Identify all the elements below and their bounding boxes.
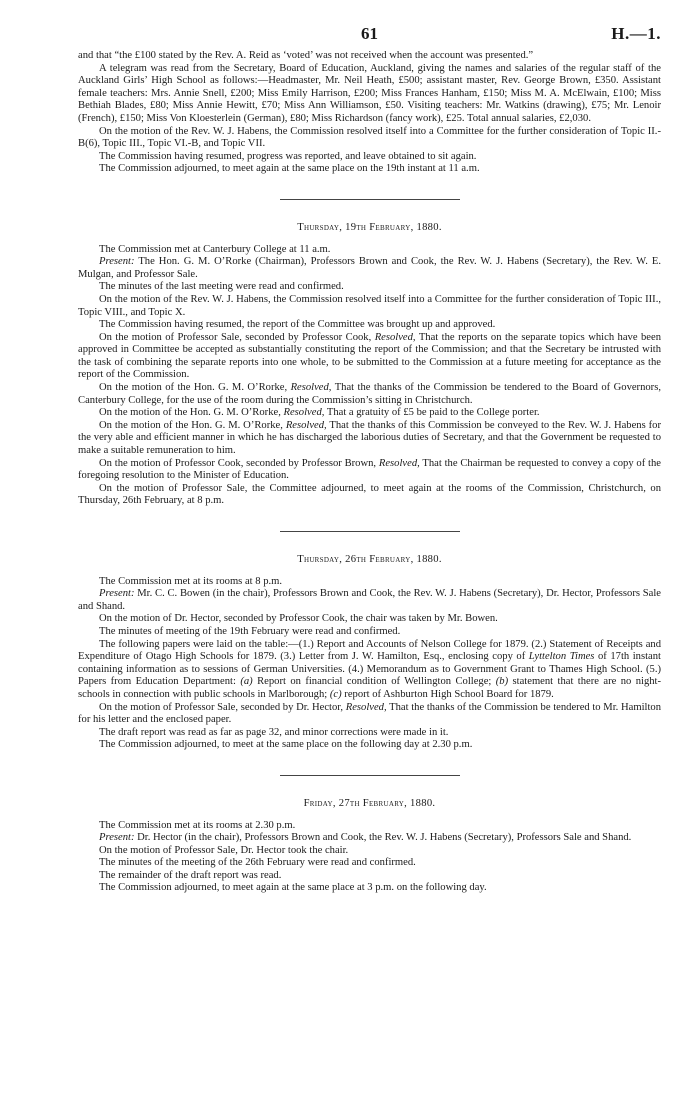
- document-body: [78, 50, 661, 895]
- minutes-paragraph: [78, 420, 661, 458]
- section-divider: [280, 531, 460, 532]
- text-run: On the motion of the Hon. G. M. O’Rorke,: [99, 382, 291, 394]
- minutes-paragraph: [78, 576, 661, 589]
- text-run: The Commission adjourned, to meet again at the same place at 3 p.m. on the following day.: [99, 882, 487, 894]
- italic-text: Resolved,: [290, 382, 332, 394]
- text-run: Dr. Hector (in the chair), Professors Brown and Cook, the Rev. W. J. Habens (Secretary), Professors Sale and Shand.: [134, 832, 632, 844]
- italic-text: Resolved,: [345, 701, 387, 713]
- text-run: The Commission met at Canterbury College at 11 a.m.: [99, 243, 331, 255]
- text-run: The following papers were laid on the table:—(1.) Report and Accounts of Nelson College for 1879. (2.) Statement of Receipts and Expenditure of Otago High Schools for 1879. (3.) Letter from J. W. Hamilton, Esq., enclosing copy of: [78, 638, 661, 663]
- text-run: On the motion of Professor Sale, Dr. Hector took the chair.: [99, 844, 349, 856]
- minutes-paragraph: [78, 332, 661, 382]
- document-reference: H.—1.: [611, 24, 661, 43]
- italic-text: Resolved,: [285, 419, 327, 431]
- italic-text: Resolved,: [374, 331, 416, 343]
- text-run: That the thanks of the Commission be tendered to the Board of Governors, Canterbury College, for the use of the room during the Commission’s sitting in Christchurch.: [78, 382, 661, 406]
- italic-text: Present:: [99, 832, 135, 844]
- minutes-paragraph: [78, 281, 661, 294]
- text-run: On the motion of the Rev. W. J. Habens, the Commission resolved itself into a Committee for the further consideration of Topic III., Topic VIII., and Topic X.: [78, 293, 661, 318]
- minutes-paragraph: [78, 458, 661, 483]
- text-run: On the motion of the Hon. G. M. O’Rorke,: [99, 407, 284, 419]
- minutes-paragraph: [78, 702, 661, 727]
- minutes-paragraph: [78, 63, 661, 126]
- italic-text: Present:: [99, 588, 135, 600]
- minutes-paragraph: [78, 244, 661, 257]
- meeting-date-heading: Friday, 27th February, 1880.: [303, 797, 436, 809]
- text-run: The Commission adjourned, to meet again at the same place on the 19th instant at 11 a.m.: [99, 163, 480, 175]
- text-run: The Commission having resumed, progress was reported, and leave obtained to sit again.: [99, 150, 477, 162]
- page-header: [78, 24, 661, 50]
- minutes-paragraph: [78, 882, 661, 895]
- minutes-paragraph: [78, 407, 661, 420]
- text-run: of 17th instant containing information as to sessions of German Universities. (4.) Memorandum as to Government Grant to Thames High School. (5.) Papers from Education Department:: [78, 651, 661, 688]
- text-run: That a gratuity of £5 be paid to the College porter.: [324, 407, 540, 419]
- text-run: That the Chairman be requested to convey a copy of the foregoing resolution to the Minister of Education.: [78, 457, 661, 482]
- text-run: Mr. C. C. Bowen (in the chair), Professors Brown and Cook, the Rev. W. J. Habens (Secretary), Dr. Hector, Professors Sale and Shand.: [78, 588, 661, 612]
- text-run: On the motion of the Rev. W. J. Habens, the Commission resolved itself into a Committee for the further consideration of Topic II.-B(6), Topic III., Topic VI.-B, and Topic VII.: [78, 125, 661, 150]
- italic-text: Lyttelton Times: [528, 651, 595, 663]
- italic-text: Resolved,: [378, 457, 420, 469]
- page-number: 61: [361, 24, 378, 43]
- italic-text: Resolved,: [283, 407, 325, 419]
- text-run: On the motion of Professor Cook, seconded by Professor Brown,: [99, 457, 379, 469]
- text-run: On the motion of Professor Sale, seconded by Dr. Hector,: [99, 701, 346, 713]
- section-divider: [280, 199, 460, 200]
- minutes-paragraph: [78, 626, 661, 639]
- text-run: The Commission adjourned, to meet at the same place on the following day at 2.30 p.m.: [99, 739, 473, 751]
- text-run: On the motion of the Hon. G. M. O’Rorke,: [99, 419, 286, 431]
- minutes-paragraph: [78, 126, 661, 151]
- minutes-paragraph: [78, 727, 661, 740]
- minutes-paragraph: [78, 483, 661, 508]
- text-run: That the thanks of this Commission be conveyed to the Rev. W. J. Habens for the very able and efficient manner in which he has discharged the laborious duties of Secretary, and that the Government be requested to make a suitable remuneration to him.: [78, 419, 661, 457]
- text-run: On the motion of Professor Sale, seconded by Professor Cook,: [99, 331, 375, 343]
- italic-text: (c): [329, 688, 342, 700]
- text-run: report of Ashburton High School Board for 1879.: [341, 688, 554, 700]
- minutes-paragraph: [78, 739, 661, 752]
- meeting-date-heading: Thursday, 26th February, 1880.: [297, 554, 442, 565]
- text-run: On the motion of Dr. Hector, seconded by Professor Cook, the chair was taken by Mr. Bowen.: [99, 613, 498, 625]
- text-run: A telegram was read from the Secretary, Board of Education, Auckland, giving the names and salaries of the regular staff of the Auckland Girls’ High School as follows:—Headmaster, Mr. Neil Heath, £500; assistant master, Rev. George Brown, £350. Assistant female teachers: Mrs. Annie Snell, £200; Miss Emily Harrison, £200; Miss Frances Hanham, £150; Miss M. A. McElwain, £100; Miss Bethiah Blades, £80; Miss Annie Hewitt, £70; Miss Ann Williamson, £50. Visiting teachers: Mr. Watkins (drawing), £75; Mr. Lenoir (French), £150; Miss Von Kloesterlein (German), £80; Miss Richardson (fancy work), £25. Total annual salaries, £2,030.: [78, 62, 661, 124]
- minutes-paragraph: [78, 294, 661, 319]
- minutes-paragraph: [78, 319, 661, 332]
- minutes-paragraph: [78, 151, 661, 164]
- text-run: The draft report was read as far as page 32, and minor corrections were made in it.: [99, 726, 449, 738]
- minutes-paragraph: [78, 382, 661, 407]
- section-divider: [280, 775, 460, 776]
- text-run: The minutes of the meeting of the 26th February were read and confirmed.: [99, 857, 416, 869]
- text-run: The Commission having resumed, the report of the Committee was brought up and approved.: [99, 319, 496, 331]
- minutes-paragraph: [78, 50, 661, 63]
- text-run: The minutes of meeting of the 19th February were read and confirmed.: [99, 625, 401, 637]
- meeting-date-heading: Thursday, 19th February, 1880.: [297, 221, 442, 233]
- text-run: The minutes of the last meeting were read and confirmed.: [99, 281, 344, 293]
- document-page: [78, 24, 661, 895]
- text-run: statement that there are no night-schools in connection with public schools in Marlborough;: [78, 676, 662, 700]
- text-run: The remainder of the draft report was read.: [99, 869, 282, 881]
- minutes-paragraph: [78, 163, 661, 176]
- minutes-paragraph: [78, 588, 661, 613]
- italic-text: Present:: [99, 256, 135, 268]
- italic-text: (b): [495, 676, 509, 688]
- minutes-paragraph: [78, 832, 661, 845]
- minutes-paragraph: [78, 857, 661, 870]
- text-run: That the thanks of the Commission be tendered to Mr. Hamilton for his letter and the enclosed paper.: [78, 701, 661, 726]
- text-run: The Commission met at its rooms at 2.30 p.m.: [99, 819, 296, 831]
- text-run: That the reports on the separate topics which have been approved in Committee be accepted as substantially constituting the report of the Commission; and that the Secretary be intrusted with the task of combining the separate reports into one whole, to be submitted to the Commission at a future meeting for acceptance as the report of the Commission.: [78, 331, 661, 381]
- minutes-paragraph: [78, 639, 661, 702]
- minutes-paragraph: [78, 820, 661, 833]
- text-run: and that “the £100 stated by the Rev. A. Reid as ‘voted’ was not received when the account was presented.”: [78, 50, 534, 61]
- minutes-paragraph: [78, 613, 661, 626]
- text-run: On the motion of Professor Sale, the Committee adjourned, to meet again at the rooms of the Commission, Christchurch, on Thursday, 26th February, at 8 p.m.: [78, 482, 661, 507]
- text-run: Report on financial condition of Wellington College;: [252, 676, 496, 688]
- minutes-paragraph: [78, 870, 661, 883]
- minutes-paragraph: [78, 845, 661, 858]
- minutes-paragraph: [78, 256, 661, 281]
- italic-text: (a): [240, 676, 253, 688]
- text-run: The Hon. G. M. O’Rorke (Chairman), Professors Brown and Cook, the Rev. W. J. Habens (Secretary), the Rev. W. E. Mulgan, and Professor Sale.: [78, 256, 661, 280]
- text-run: The Commission met at its rooms at 8 p.m.: [99, 575, 283, 587]
